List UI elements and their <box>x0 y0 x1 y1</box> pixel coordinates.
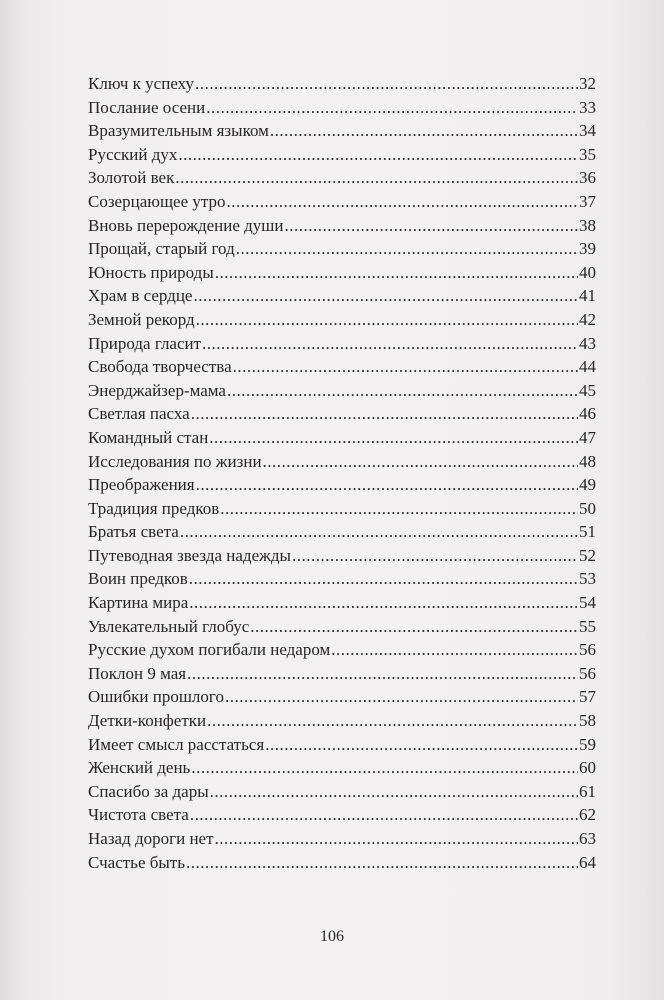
toc-entry <box>88 402 596 426</box>
toc-entry-page: 62 <box>579 805 596 825</box>
toc-dot-leader <box>191 756 578 780</box>
toc-entry <box>88 638 596 662</box>
toc-entry <box>88 662 596 686</box>
toc-entry-page: 59 <box>579 734 596 754</box>
toc-entry <box>88 261 596 285</box>
toc-entry-page: 32 <box>579 74 596 93</box>
toc-entry-title: Энерджайзер-мама <box>88 380 226 400</box>
toc-entry-page: 52 <box>579 545 596 565</box>
toc-entry <box>88 756 596 780</box>
toc-entry <box>88 780 596 804</box>
toc-entry-page: 35 <box>579 144 596 164</box>
toc-entry-page: 54 <box>579 593 596 613</box>
toc-dot-leader <box>178 143 578 167</box>
toc-entry-title: Вновь перерождение души <box>88 215 284 235</box>
toc-entry-title: Вразумительным языком <box>88 121 269 141</box>
toc-entry-page: 51 <box>579 522 596 542</box>
toc-entry <box>88 119 596 143</box>
toc-entry-title: Женский день <box>88 758 191 778</box>
toc-dot-leader <box>175 166 578 190</box>
toc-entry <box>88 214 596 238</box>
toc-dot-leader <box>233 355 578 379</box>
toc-entry-title: Чистота света <box>88 805 189 825</box>
toc-dot-leader <box>215 261 578 285</box>
toc-entry-page: 46 <box>579 404 596 424</box>
toc-dot-leader <box>196 308 578 332</box>
toc-entry-title: Поклон 9 мая <box>88 663 187 683</box>
toc-dot-leader <box>292 544 578 568</box>
toc-entry-page: 39 <box>579 239 596 259</box>
toc-entry <box>88 450 596 474</box>
toc-dot-leader <box>196 473 578 497</box>
toc-entry-title: Воин предков <box>88 569 188 589</box>
toc-entry-title: Юность природы <box>88 262 214 282</box>
toc-dot-leader <box>263 450 578 474</box>
toc-entry-page: 45 <box>579 380 596 400</box>
toc-entry-title: Традиция предков <box>88 498 220 518</box>
toc-entry <box>88 237 596 261</box>
toc-entry <box>88 332 596 356</box>
toc-entry-page: 40 <box>579 262 596 282</box>
toc-entry <box>88 308 596 332</box>
toc-entry-title: Русский дух <box>88 144 178 164</box>
toc-dot-leader <box>207 709 578 733</box>
toc-entry-page: 41 <box>579 286 596 306</box>
toc-dot-leader <box>202 332 578 356</box>
toc-entry-page: 34 <box>579 121 596 141</box>
toc-entry <box>88 143 596 167</box>
toc-entry <box>88 379 596 403</box>
toc-entry-page: 60 <box>579 758 596 778</box>
toc-entry-page: 63 <box>579 829 596 848</box>
toc-entry-page: 37 <box>579 191 596 211</box>
toc-entry-title: Имеет смысл расстаться <box>88 734 265 754</box>
toc-entry-title: Ключ к успеху <box>88 74 195 93</box>
toc-entry-title: Ошибки прошлого <box>88 687 224 707</box>
toc-entry-page: 58 <box>579 711 596 731</box>
toc-entry-title: Храм в сердце <box>88 286 193 306</box>
toc-entry-page: 38 <box>579 215 596 235</box>
toc-entry-page: 50 <box>579 498 596 518</box>
toc-entry-title: Увлекательный глобус <box>88 616 250 636</box>
toc-entry-title: Прощай, старый год <box>88 239 235 259</box>
toc-entry-title: Счастье быть <box>88 852 185 872</box>
toc-dot-leader <box>227 190 578 214</box>
toc-entry-title: Братья света <box>88 522 179 542</box>
toc-entry-title: Земной рекорд <box>88 309 195 329</box>
toc-entry-page: 36 <box>579 168 596 188</box>
toc-dot-leader <box>250 615 578 639</box>
table-of-contents <box>88 72 596 874</box>
toc-dot-leader <box>193 284 578 308</box>
toc-dot-leader <box>215 827 578 851</box>
toc-entry <box>88 473 596 497</box>
toc-entry <box>88 190 596 214</box>
toc-entry-page: 42 <box>579 309 596 329</box>
toc-entry <box>88 827 596 851</box>
toc-entry <box>88 96 596 120</box>
toc-entry-page: 47 <box>579 427 596 447</box>
toc-entry <box>88 615 596 639</box>
toc-entry <box>88 544 596 568</box>
toc-entry <box>88 497 596 521</box>
toc-dot-leader <box>220 497 578 521</box>
toc-entry <box>88 803 596 827</box>
toc-entry-title: Природа гласит <box>88 333 202 353</box>
toc-dot-leader <box>227 379 578 403</box>
toc-entry-title: Русские духом погибали недаром <box>88 640 331 660</box>
toc-entry-title: Исследования по жизни <box>88 451 262 471</box>
toc-dot-leader <box>189 591 578 615</box>
toc-entry-page: 56 <box>579 663 596 683</box>
toc-entry-title: Послание осени <box>88 97 206 117</box>
page-number: 106 <box>320 928 344 945</box>
toc-dot-leader <box>191 402 578 426</box>
toc-entry-page: 48 <box>579 451 596 471</box>
toc-entry-page: 49 <box>579 475 596 495</box>
toc-entry <box>88 520 596 544</box>
toc-entry-title: Спасибо за дары <box>88 781 209 801</box>
toc-entry-title: Путеводная звезда надежды <box>88 545 291 565</box>
toc-dot-leader <box>190 803 578 827</box>
toc-entry <box>88 685 596 709</box>
toc-entry-page: 53 <box>579 569 596 589</box>
toc-entry-page: 64 <box>579 852 596 872</box>
toc-dot-leader <box>195 72 578 96</box>
toc-entry-page: 56 <box>579 640 596 660</box>
toc-entry-title: Преображения <box>88 475 195 495</box>
toc-dot-leader <box>285 214 579 238</box>
toc-entry-title: Созерцающее утро <box>88 191 226 211</box>
toc-entry-title: Свобода творчества <box>88 357 232 377</box>
toc-entry-title: Командный стан <box>88 427 209 447</box>
toc-entry-page: 43 <box>579 333 596 353</box>
toc-entry <box>88 284 596 308</box>
toc-dot-leader <box>331 638 578 662</box>
toc-entry <box>88 567 596 591</box>
toc-dot-leader <box>180 520 578 544</box>
toc-entry-title: Картина мира <box>88 593 189 613</box>
toc-dot-leader <box>265 733 578 757</box>
toc-dot-leader <box>186 851 578 875</box>
toc-entry <box>88 426 596 450</box>
toc-dot-leader <box>236 237 578 261</box>
toc-entry-title: Золотой век <box>88 168 175 188</box>
toc-dot-leader <box>225 685 578 709</box>
toc-entry <box>88 709 596 733</box>
toc-entry-title: Детки-конфетки <box>88 711 207 731</box>
toc-dot-leader <box>187 662 578 686</box>
toc-entry <box>88 591 596 615</box>
toc-entry-title: Светлая пасха <box>88 404 190 424</box>
toc-entry-page: 33 <box>579 97 596 117</box>
toc-entry <box>88 72 596 96</box>
toc-entry <box>88 166 596 190</box>
toc-entry-page: 44 <box>579 357 596 377</box>
toc-dot-leader <box>210 780 578 804</box>
toc-entry <box>88 851 596 875</box>
toc-dot-leader <box>189 567 578 591</box>
toc-entry-page: 61 <box>579 781 596 801</box>
toc-dot-leader <box>270 119 578 143</box>
toc-dot-leader <box>206 96 578 120</box>
toc-dot-leader <box>209 426 578 450</box>
toc-entry-page: 57 <box>579 687 596 707</box>
toc-entry-title: Назад дороги нет <box>88 829 214 848</box>
toc-entry <box>88 355 596 379</box>
toc-entry-page: 55 <box>579 616 596 636</box>
toc-entry <box>88 733 596 757</box>
